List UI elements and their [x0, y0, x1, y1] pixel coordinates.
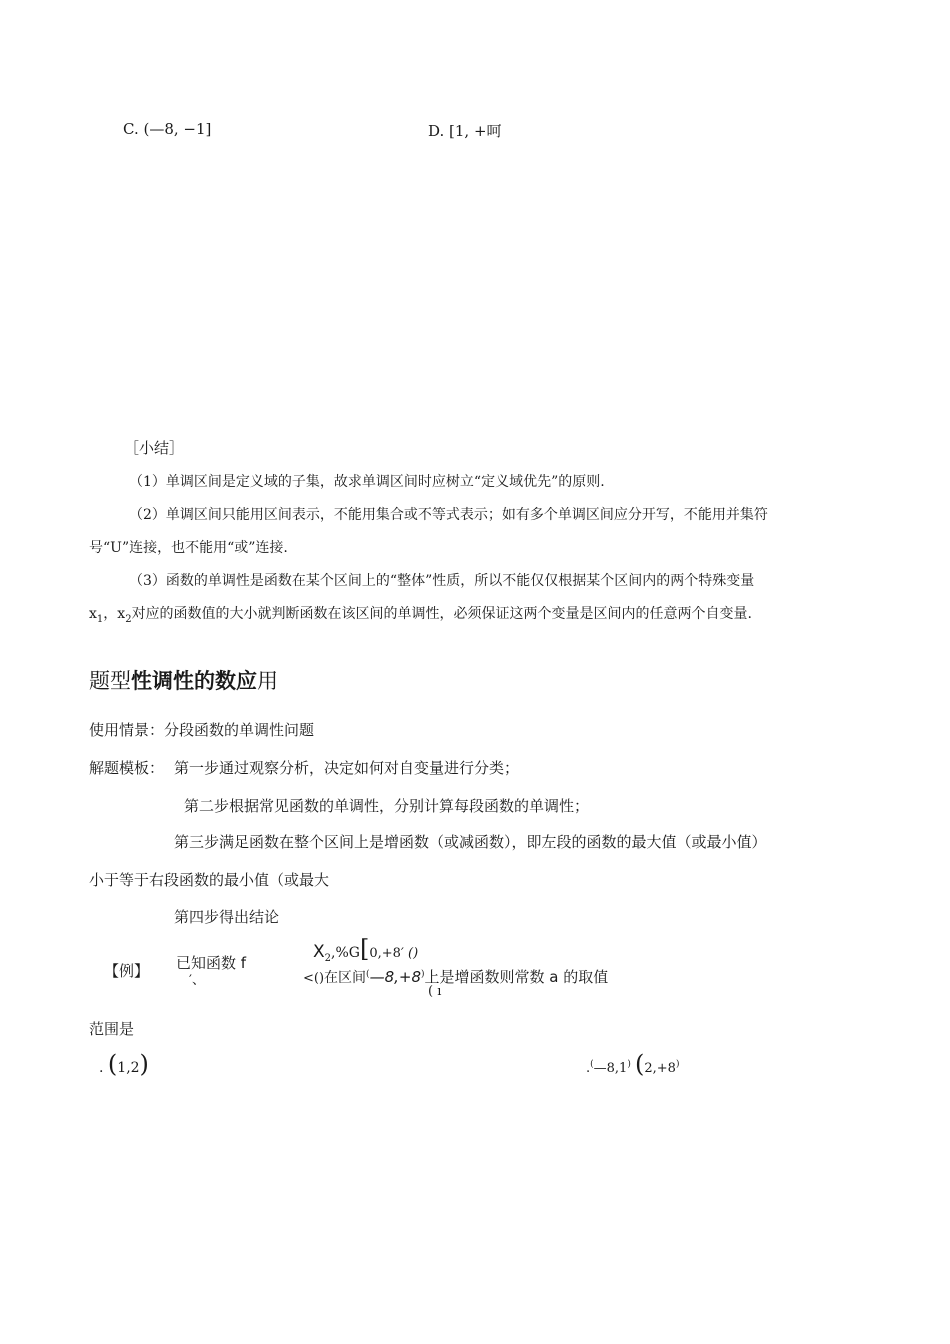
option-b: .(—8,1) (2,+8) — [586, 1050, 680, 1078]
option-c: C. (—8, −1] — [123, 120, 212, 138]
piece-range: 0,+8 — [369, 946, 401, 961]
example-statement: 上是增函数则常数 a 的取值 — [424, 968, 609, 986]
range-label: 范围是 — [89, 1020, 135, 1038]
step-1: 第一步通过观察分析，决定如何对自变量进行分类； — [174, 759, 520, 777]
piecewise-top — [313, 935, 418, 964]
interval-value: —8,+8 — [369, 968, 421, 986]
piece-lt: <() — [303, 971, 325, 986]
summary-point-3-line-1: （3）函数的单调性是函数在某个区间上的“整体”性质，所以不能仅仅根据某个区间内的两个特殊变量 — [129, 573, 755, 589]
summary-point-2-line-2: 号“U”连接，也不能用“或”连接. — [89, 540, 288, 556]
option-d: D. [1, +呵 — [428, 122, 502, 140]
option-a-dot: . — [99, 1060, 104, 1076]
usage-scene: 使用情景：分段函数的单调性问题 — [89, 721, 315, 739]
piece-bracket: [ — [359, 935, 370, 963]
option-a-value: 1,2 — [117, 1060, 140, 1076]
var-sub-2: 2 — [125, 613, 132, 625]
interval-open: ( — [366, 969, 370, 980]
heading-prefix: 题型 — [89, 669, 131, 693]
example-given: 已知函数 f — [176, 954, 247, 972]
option-b-open: ( — [635, 1050, 645, 1078]
piece-tail: ′ () — [400, 946, 419, 961]
step-2: 第二步根据常见函数的单调性，分别计算每段函数的单调性； — [184, 797, 590, 815]
under-marks: ( ı — [428, 984, 442, 999]
var-sub-1: 1 — [96, 613, 104, 625]
summary-point-3-rest: 对应的函数值的大小就判断函数在该区间的单调性，必须保证这两个变量是区间内的任意两个自变量. — [131, 606, 753, 622]
option-a — [99, 1050, 149, 1078]
step-4: 第四步得出结论 — [174, 908, 280, 926]
step-3-line-2: 小于等于右段函数的最小值（或最大 — [89, 871, 330, 889]
step-3-line-1: 第三步满足函数在整个区间上是增函数（或减函数），即左段的函数的最大值（或最小值） — [174, 833, 767, 851]
option-b-part1: —8,1 — [593, 1061, 628, 1076]
piece-x: X — [313, 942, 325, 962]
interval-close: ) — [421, 969, 425, 980]
summary-point-3-line-2 — [89, 603, 752, 625]
template-label: 解题模板： — [89, 759, 165, 777]
example-label: 【例】 — [104, 962, 150, 980]
var-x: x — [89, 606, 97, 622]
option-b-close: ) — [675, 1059, 680, 1070]
summary-point-2-line-1: （2）单调区间只能用区间表示，不能用集合或不等式表示；如有多个单调区间应分开写，不能用并集符 — [129, 507, 768, 523]
piecewise-bottom — [303, 966, 608, 987]
option-a-close: ) — [139, 1050, 149, 1078]
option-b-dot: . — [586, 1061, 591, 1076]
interval-text: 在区间 — [324, 970, 367, 986]
piece-sub: 2 — [324, 953, 332, 965]
option-a-open: ( — [107, 1050, 118, 1078]
piece-mid: ,%G — [331, 945, 360, 961]
summary-point-1: （1）单调区间是定义域的子集，故求单调区间时应树立“定义域优先”的原则. — [129, 474, 605, 490]
var-sep: ，x — [103, 606, 126, 622]
heading-bold: 性调性的数应 — [131, 669, 257, 693]
section-heading — [89, 665, 278, 695]
heading-suffix: 用 — [257, 669, 278, 693]
option-b-part2: 2,+8 — [644, 1061, 676, 1076]
example-marks: ′、 — [189, 973, 205, 988]
summary-title: ［小结］ — [124, 439, 185, 457]
